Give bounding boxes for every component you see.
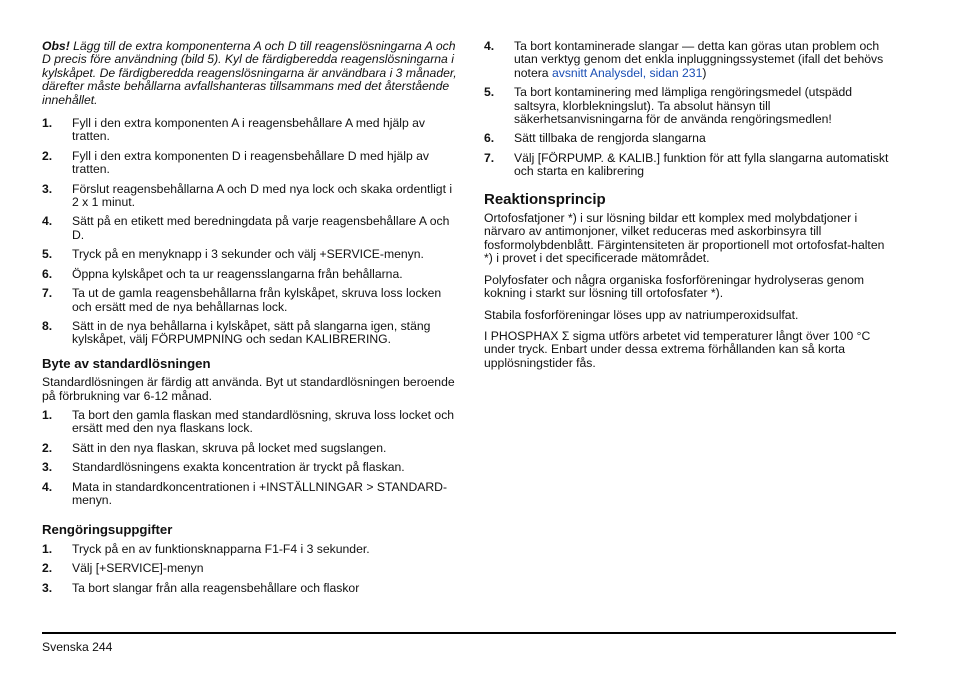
list-item <box>42 320 460 347</box>
note-text: Lägg till de extra komponenterna A och D till reagenslösningarna A och D precis före användning (bild 5). Kyl de färdigberedda reagenslösningarna i kylskåpet. De färdigberedda reagenslösningarna är användbara i 3 månader, därefter måste behållarna avfallshanteras tillsammans med det återstående innehållet. <box>42 39 457 107</box>
step-number: 4. <box>484 39 495 53</box>
reaction-paragraph: Stabila fosforföreningar löses upp av natriumperoxidsulfat. <box>484 307 799 322</box>
reaction-paragraph: Ortofosfatjoner *) i sur lösning bildar ett komplex med molybdatjoner i närvaro av antimonjoner, vilket reduceras med askorbinsyra till fosformolybdenblått. Färgintensiteten är proportionell mot ortofosfat-halten *) i provet i det specificerade mätområdet. <box>484 211 885 266</box>
step-text: Tryck på en av funktionsknapparna F1-F4 i 3 sekunder. <box>72 541 370 556</box>
step-text: Sätt på en etikett med beredningdata på varje reagensbehållare A och D. <box>72 214 450 242</box>
step-number: 2. <box>42 148 53 163</box>
page-footer: Svenska 244 <box>42 640 113 654</box>
step-number: 3. <box>42 460 53 475</box>
list-item <box>42 117 460 144</box>
list-item <box>42 562 460 575</box>
step-text: Ta ut de gamla reagensbehållarna från kylskåpet, skruva loss locken och ersätt med de nya behållarnas lock. <box>72 286 442 314</box>
list-item <box>42 183 460 210</box>
right-column <box>484 40 896 378</box>
step-number: 6. <box>42 266 53 281</box>
list-item <box>42 248 460 261</box>
step-number: 4. <box>42 214 53 229</box>
section-heading-cleaning: Rengöringsuppgifter <box>42 522 173 538</box>
standard-intro: Standardlösningen är färdig att använda. Byt ut standardlösningen beroende på förbrukning var 6-12 månad. <box>42 375 455 403</box>
step-number: 8. <box>42 318 53 333</box>
left-column <box>42 40 460 601</box>
step-text: Ta bort slangar från alla reagensbehållare och flaskor <box>72 580 360 595</box>
note-paragraph <box>42 40 460 107</box>
step-text: Ta bort den gamla flaskan med standardlösning, skruva loss locket och ersätt med den nya flaskans lock. <box>72 407 455 436</box>
step-text: Sätt in de nya behållarna i kylskåpet, sätt på slangarna igen, stäng kylskåpet, välj FÖRPUMPNING och sedan KALIBRERING. <box>72 318 431 347</box>
step-number: 1. <box>42 541 53 556</box>
standard-steps-list <box>42 409 460 507</box>
list-item <box>42 268 460 281</box>
list-item <box>42 442 460 455</box>
step-number: 1. <box>42 407 53 422</box>
section-heading-reaction: Reaktionsprincip <box>484 190 606 208</box>
step-text: Tryck på en menyknapp i 3 sekunder och välj +SERVICE-menyn. <box>72 247 424 262</box>
cleaning-steps-list <box>42 543 460 595</box>
step-number: 2. <box>42 561 53 576</box>
step-text: Fyll i den extra komponenten D i reagensbehållare D med hjälp av tratten. <box>72 148 430 177</box>
note-label: Obs! <box>42 39 70 53</box>
step-text: Mata in standardkoncentrationen i +INSTÄLLNINGAR > STANDARD-menyn. <box>72 479 448 507</box>
step-number: 3. <box>42 580 53 595</box>
step-number: 7. <box>484 150 495 165</box>
list-item <box>42 409 460 436</box>
step-number: 5. <box>42 247 53 262</box>
step-number: 4. <box>42 479 53 494</box>
list-item <box>42 543 460 556</box>
list-item <box>42 215 460 242</box>
list-item <box>42 582 460 595</box>
list-item <box>484 86 896 126</box>
list-item <box>42 287 460 314</box>
step-text: Standardlösningens exakta koncentration är tryckt på flaskan. <box>72 460 405 475</box>
list-item <box>42 150 460 177</box>
step-number: 2. <box>42 440 53 455</box>
list-item <box>42 461 460 474</box>
section-heading-standard: Byte av standardlösningen <box>42 355 211 371</box>
step-text-end: ) <box>702 65 707 80</box>
step-text: Ta bort kontaminering med lämpliga rengöringsmedel (utspädd saltsyra, klorblekningslut). Ta absolut hänsyn till säkerhetsanvisningarna för de använda rengöringsmedlen! <box>514 85 853 127</box>
cross-reference-link[interactable]: avsnitt Analysdel, sidan 231 <box>551 65 703 80</box>
cleaning-steps-continued-list <box>484 40 896 179</box>
list-item <box>42 481 460 508</box>
step-text: Sätt in den nya flaskan, skruva på locket med sugslangen. <box>72 440 387 455</box>
list-item <box>484 152 896 179</box>
reaction-paragraph: I PHOSPHAX Σ sigma utförs arbetet vid temperaturer långt över 100 °C under tryck. Enbart under dessa extrema förhållanden kan så korta upplösningstider fås. <box>484 328 871 370</box>
step-number: 5. <box>484 85 495 100</box>
step-number: 3. <box>42 181 53 196</box>
step-text: Förslut reagensbehållarna A och D med nya lock och skaka ordentligt i 2 x 1 minut. <box>72 181 453 210</box>
step-text: Öppna kylskåpet och ta ur reagensslangarna från behållarna. <box>72 266 403 281</box>
refill-steps-list <box>42 117 460 347</box>
list-item <box>484 40 896 80</box>
footer-rule <box>42 632 896 634</box>
step-number: 1. <box>42 116 53 131</box>
list-item <box>484 132 896 145</box>
step-text: Välj [FÖRPUMP. & KALIB.] funktion för att fylla slangarna automatiskt och starta en kalibrering <box>514 150 889 179</box>
step-text: Fyll i den extra komponenten A i reagensbehållare A med hjälp av tratten. <box>72 116 425 144</box>
step-text: Sätt tillbaka de rengjorda slangarna <box>514 131 706 146</box>
step-text: Välj [+SERVICE]-menyn <box>72 561 204 576</box>
step-text: Ta bort kontaminerade slangar — detta kan göras utan problem och utan verktyg genom det enkla inpluggningssystemet (ifall det behövs notera <box>514 39 884 80</box>
step-number: 6. <box>484 131 495 146</box>
step-number: 7. <box>42 286 53 301</box>
reaction-paragraph: Polyfosfater och några organiska fosforföreningar hydrolyseras genom kokning i starkt sur lösning till ortofosfater *). <box>484 272 865 301</box>
